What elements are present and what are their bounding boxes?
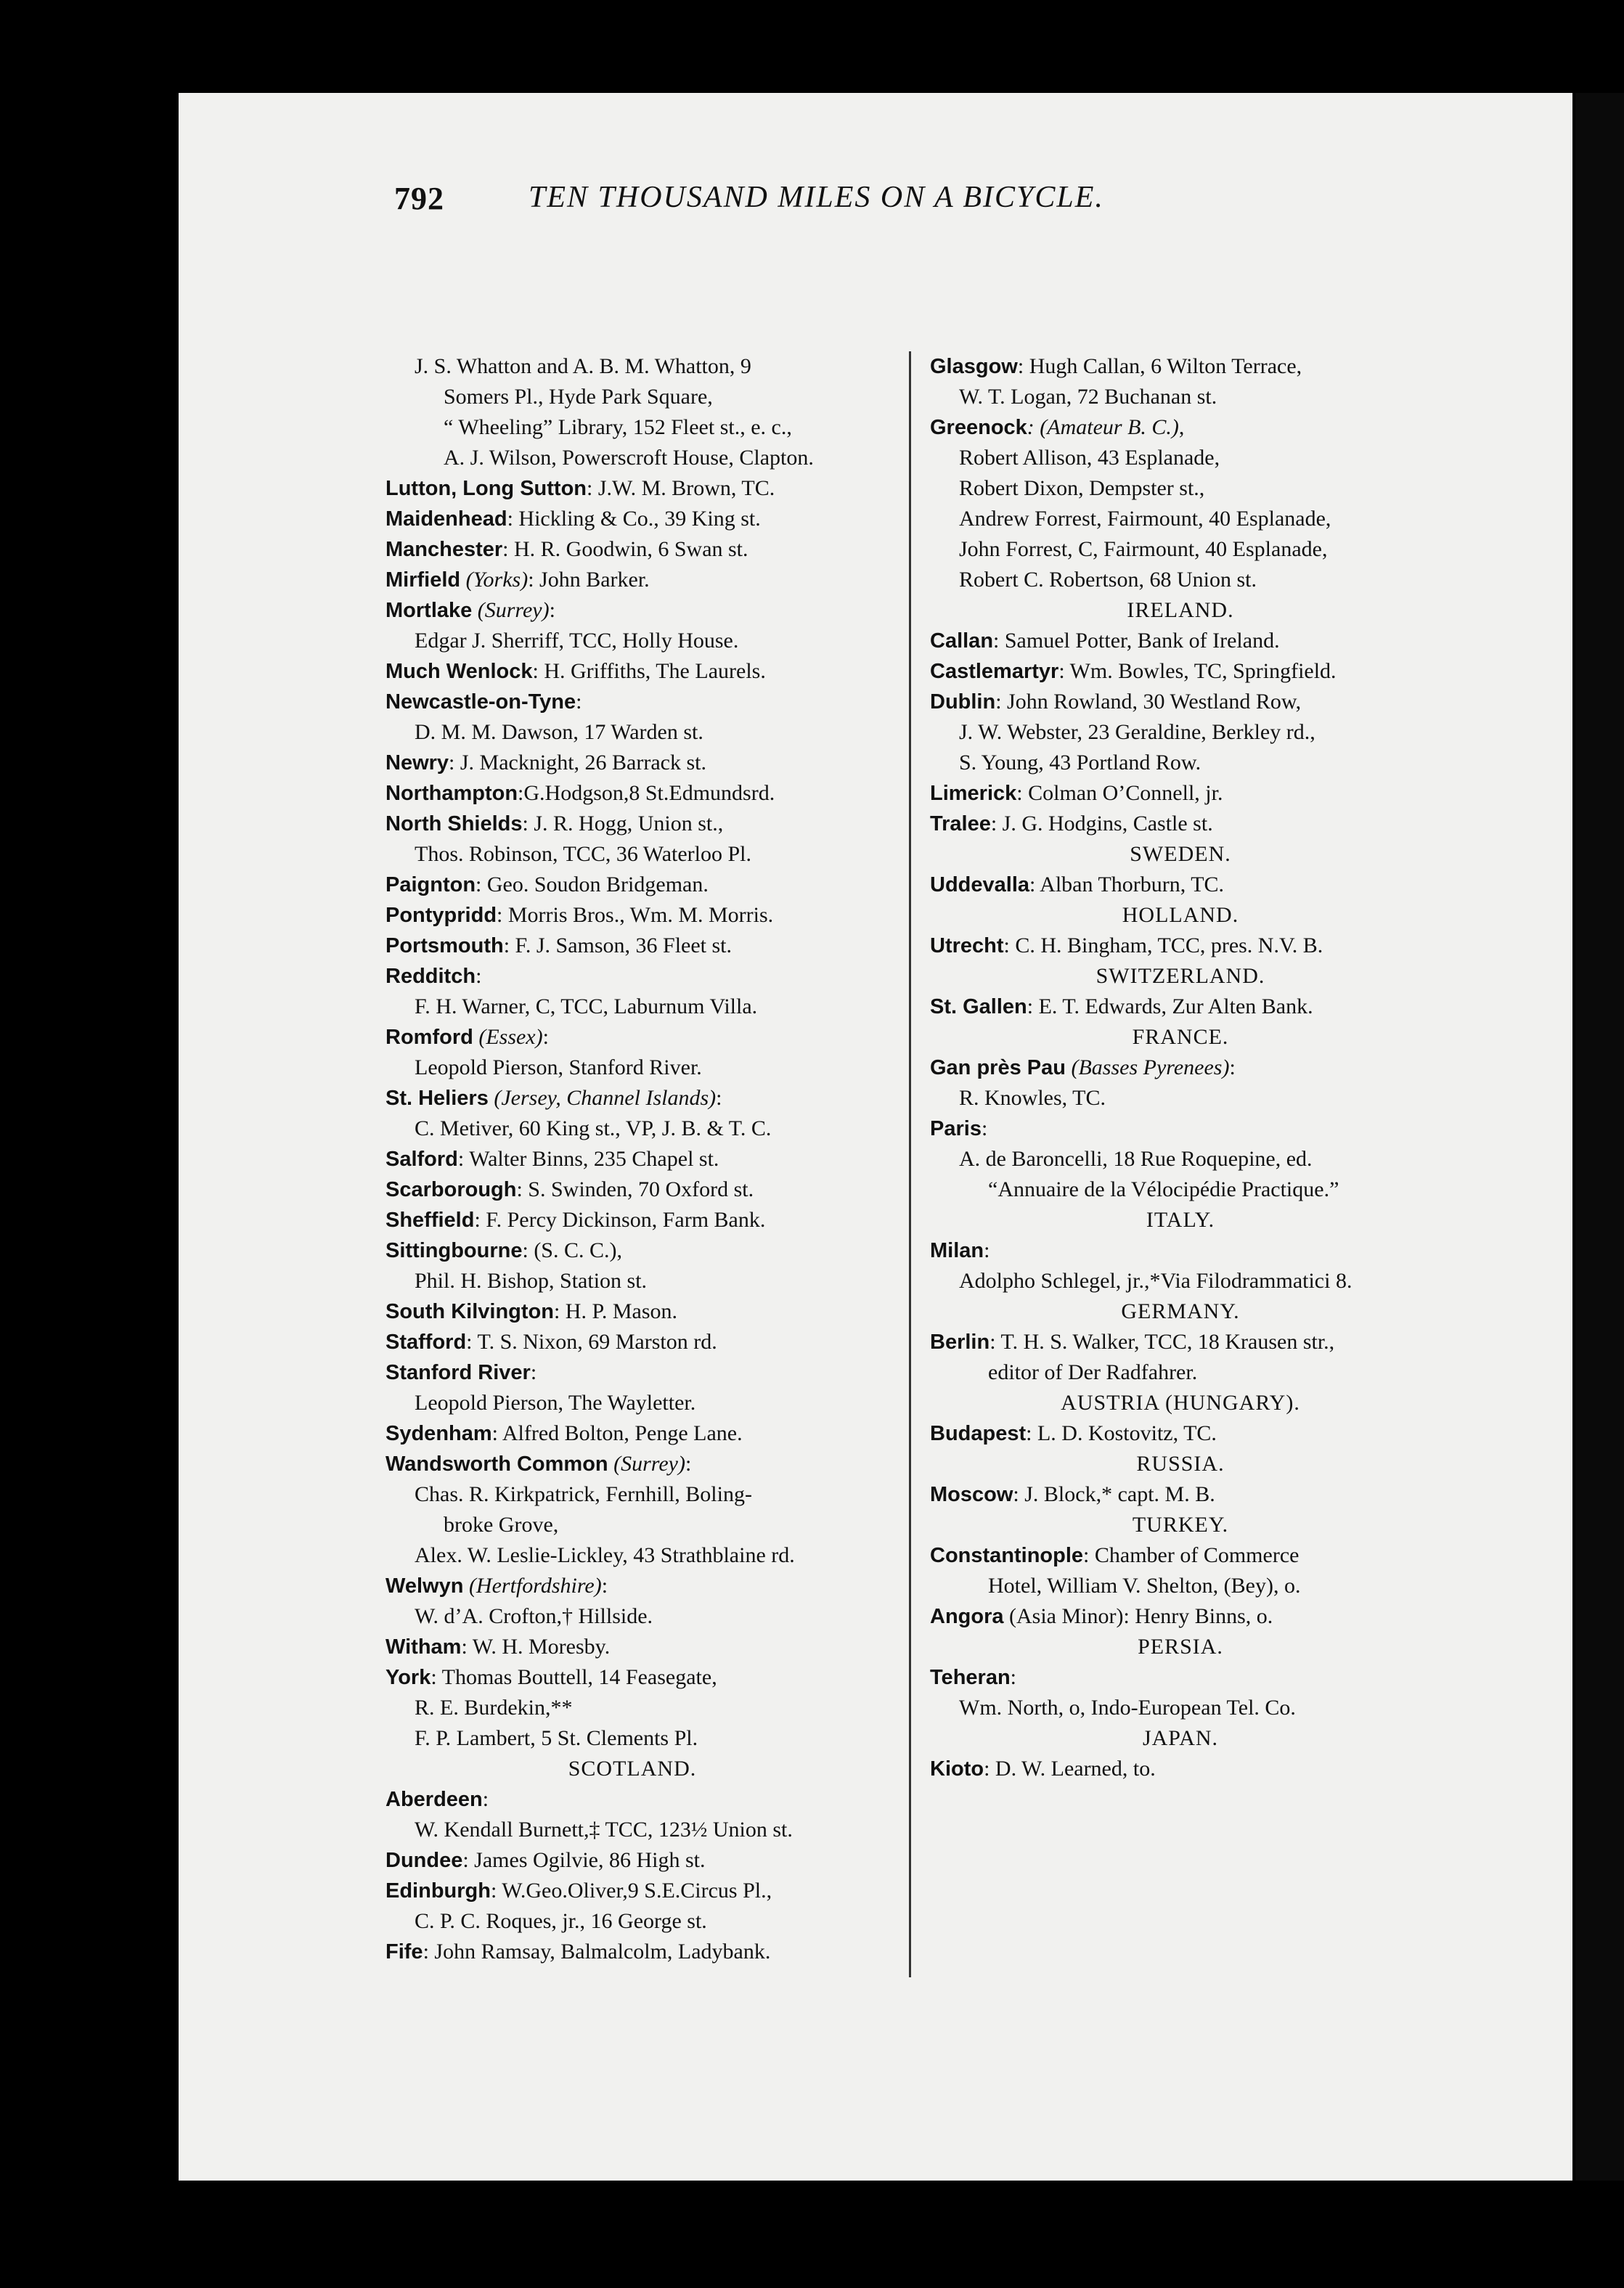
directory-entry <box>385 1723 879 1754</box>
section-heading <box>930 595 1431 626</box>
place-name: Berlin <box>930 1331 990 1354</box>
section-heading <box>930 1723 1431 1754</box>
directory-entry <box>385 1571 879 1601</box>
entry-text: Thos. Robinson, TCC, 36 Waterloo Pl. <box>415 842 752 866</box>
page-number: 792 <box>394 181 444 216</box>
place-name: Dublin <box>930 690 996 714</box>
entry-text: : <box>716 1086 722 1110</box>
section-heading <box>930 1510 1431 1540</box>
entry-text: SCOTLAND. <box>568 1757 697 1781</box>
entry-text: editor of Der Radfahrer. <box>988 1360 1198 1384</box>
entry-text: : J. Macknight, 26 Barrack st. <box>449 751 706 775</box>
entry-text: : <box>601 1574 608 1598</box>
entry-text: D. M. M. Dawson, 17 Warden st. <box>415 720 703 744</box>
entry-text: : Samuel Potter, Bank of Ireland. <box>993 629 1280 653</box>
directory-entry <box>930 626 1431 656</box>
directory-entry <box>385 1876 879 1906</box>
directory-entry <box>930 870 1431 900</box>
place-qualifier: (Surrey) <box>472 598 550 622</box>
entry-text: : W. H. Moresby. <box>461 1635 611 1659</box>
entry-text: W. d’A. Crofton,† Hillside. <box>415 1604 653 1628</box>
directory-entry <box>385 1327 879 1357</box>
entry-text: Robert C. Robertson, 68 Union st. <box>959 568 1257 592</box>
entry-text: A. J. Wilson, Powerscroft House, Clapton. <box>444 446 814 470</box>
place-name: Salford <box>385 1148 458 1171</box>
section-heading <box>930 1449 1431 1479</box>
directory-entry <box>385 1632 879 1662</box>
place-name: Aberdeen <box>385 1788 483 1811</box>
directory-entry <box>385 1510 879 1540</box>
entry-text: FRANCE. <box>1132 1025 1229 1049</box>
place-name: Uddevalla <box>930 873 1029 896</box>
entry-text: R. E. Burdekin,** <box>415 1696 573 1720</box>
directory-entry <box>385 443 879 473</box>
entry-text: : H. P. Mason. <box>553 1299 677 1323</box>
directory-entry <box>930 443 1431 473</box>
directory-entry <box>385 839 879 870</box>
directory-entry <box>385 1144 879 1174</box>
directory-entry <box>385 473 879 504</box>
directory-entry <box>385 1418 879 1449</box>
entry-text: S. Young, 43 Portland Row. <box>959 751 1201 775</box>
place-qualifier: (Jersey, Channel Islands) <box>488 1086 717 1110</box>
entry-text: : <box>1010 1665 1017 1689</box>
entry-text: Somers Pl., Hyde Park Square, <box>444 385 713 409</box>
entry-text: Leopold Pierson, Stanford River. <box>415 1055 702 1079</box>
entry-text: F. H. Warner, C, TCC, Laburnum Villa. <box>415 994 758 1018</box>
entry-text: : H. R. Goodwin, 6 Swan st. <box>502 537 748 561</box>
place-name: Paignton <box>385 873 476 896</box>
entry-text: : <box>542 1025 549 1049</box>
place-name: Maidenhead <box>385 507 507 531</box>
entry-text: TURKEY. <box>1132 1513 1229 1537</box>
place-name: Sittingbourne <box>385 1239 523 1262</box>
directory-entry <box>930 1357 1431 1388</box>
entry-text: Adolpho Schlegel, jr.,*Via Filodrammatici 8. <box>959 1269 1352 1293</box>
directory-entry <box>930 1418 1431 1449</box>
section-heading <box>385 1754 879 1784</box>
entry-text: : Walter Binns, 235 Chapel st. <box>457 1147 719 1171</box>
entry-text: broke Grove, <box>444 1513 559 1537</box>
directory-entry <box>930 504 1431 534</box>
directory-entry <box>930 1693 1431 1723</box>
place-name: Gan près Pau <box>930 1056 1066 1079</box>
directory-entry <box>385 1601 879 1632</box>
column-divider <box>909 351 911 1977</box>
entry-text: Alex. W. Leslie-Lickley, 43 Strathblaine rd. <box>415 1543 795 1567</box>
directory-entry <box>385 992 879 1022</box>
entry-text: : C. H. Bingham, TCC, pres. N.V. B. <box>1003 933 1323 957</box>
place-name: Mortlake <box>385 599 473 622</box>
place-name: York <box>385 1666 431 1689</box>
entry-text: : S. Swinden, 70 Oxford st. <box>516 1177 754 1201</box>
entry-text: : John Rowland, 30 Westland Row, <box>995 690 1302 714</box>
entry-text: : F. J. Samson, 36 Fleet st. <box>503 933 733 957</box>
place-name: Budapest <box>930 1422 1027 1445</box>
place-name: Greenock <box>930 416 1027 439</box>
place-qualifier: (Essex) <box>473 1025 543 1049</box>
entry-text: : Wm. Bowles, TC, Springfield. <box>1058 659 1337 683</box>
entry-text: : (S. C. C.), <box>522 1238 623 1262</box>
directory-entry <box>385 931 879 961</box>
directory-entry <box>930 1053 1431 1083</box>
place-name: Redditch <box>385 965 476 988</box>
directory-entry <box>385 1296 879 1327</box>
entry-text: : J. Block,* capt. M. B. <box>1013 1482 1215 1506</box>
directory-entry <box>930 565 1431 595</box>
directory-entry <box>930 412 1431 443</box>
place-name: Scarborough <box>385 1178 517 1201</box>
directory-entry <box>385 1784 879 1815</box>
place-name: Wandsworth Common <box>385 1453 608 1476</box>
directory-entry <box>385 1815 879 1845</box>
place-name: Limerick <box>930 782 1017 805</box>
directory-entry <box>385 504 879 534</box>
directory-entry <box>930 931 1431 961</box>
directory-entry <box>385 412 879 443</box>
directory-entry <box>385 870 879 900</box>
page-edge <box>1575 93 1624 2181</box>
left-column <box>385 351 879 1967</box>
directory-entry <box>930 1479 1431 1510</box>
place-name: Stafford <box>385 1331 467 1354</box>
entry-text: : Geo. Soudon Bridgeman. <box>476 873 709 896</box>
directory-entry <box>385 961 879 992</box>
entry-text: Edgar J. Sherriff, TCC, Holly House. <box>415 629 739 653</box>
entry-text: GERMANY. <box>1121 1299 1240 1323</box>
directory-entry <box>930 1601 1431 1632</box>
directory-entry <box>930 809 1431 839</box>
place-name: Fife <box>385 1940 423 1964</box>
place-name: Stanford River <box>385 1361 531 1384</box>
place-qualifier: (Surrey) <box>608 1452 685 1476</box>
entry-text: : J. G. Hodgins, Castle st. <box>990 812 1213 835</box>
entry-text: : John Ramsay, Balmalcolm, Ladybank. <box>423 1940 771 1964</box>
directory-entry <box>385 717 879 748</box>
directory-entry <box>385 656 879 687</box>
directory-entry <box>385 1083 879 1114</box>
entry-text: : E. T. Edwards, Zur Alten Bank. <box>1027 994 1313 1018</box>
place-qualifier: (Yorks) <box>460 568 529 592</box>
place-name: Northampton <box>385 782 518 805</box>
entry-text: : <box>685 1452 692 1476</box>
directory-entry <box>930 717 1431 748</box>
directory-entry <box>385 1388 879 1418</box>
entry-text: HOLLAND. <box>1122 903 1239 927</box>
directory-entry <box>930 748 1431 778</box>
entry-text: : Alfred Bolton, Penge Lane. <box>491 1421 743 1445</box>
directory-entry <box>385 351 879 382</box>
entry-text: : <box>984 1238 990 1262</box>
entry-text: ITALY. <box>1146 1208 1215 1232</box>
entry-text: “ Wheeling” Library, 152 Fleet st., e. c., <box>444 415 792 439</box>
entry-text: IRELAND. <box>1127 598 1234 622</box>
entry-text: : Hugh Callan, 6 Wilton Terrace, <box>1017 354 1302 378</box>
entry-text: : <box>981 1116 988 1140</box>
directory-entry <box>385 1449 879 1479</box>
entry-text: Robert Dixon, Dempster st., <box>959 476 1205 500</box>
directory-entry <box>385 1357 879 1388</box>
directory-entry <box>385 534 879 565</box>
section-heading <box>930 900 1431 931</box>
entry-text: : J.W. M. Brown, TC. <box>587 476 775 500</box>
entry-text: C. Metiver, 60 King st., VP, J. B. & T. C. <box>415 1116 772 1140</box>
entry-text: : W.Geo.Oliver,9 S.E.Circus Pl., <box>490 1879 772 1903</box>
entry-text: : D. W. Learned, to. <box>984 1757 1156 1781</box>
directory-entry <box>385 565 879 595</box>
entry-text: A. de Baroncelli, 18 Rue Roquepine, ed. <box>959 1147 1313 1171</box>
directory-entry <box>930 1114 1431 1144</box>
directory-entry <box>385 687 879 717</box>
directory-entry <box>385 1174 879 1205</box>
directory-entry <box>930 1662 1431 1693</box>
entry-text: : T. S. Nixon, 69 Marston rd. <box>466 1330 717 1354</box>
entry-text: Hotel, William V. Shelton, (Bey), o. <box>988 1574 1301 1598</box>
place-qualifier: : (Amateur B. C.) <box>1027 415 1179 439</box>
directory-entry <box>930 534 1431 565</box>
entry-text: : Alban Thorburn, TC. <box>1029 873 1225 896</box>
entry-text: : <box>549 598 555 622</box>
entry-text: (Asia Minor): Henry Binns, o. <box>1003 1604 1273 1628</box>
directory-entry <box>930 656 1431 687</box>
entry-text: Phil. H. Bishop, Station st. <box>415 1269 648 1293</box>
directory-entry <box>930 1754 1431 1784</box>
directory-entry <box>930 473 1431 504</box>
directory-entry <box>930 1540 1431 1571</box>
section-heading <box>930 1296 1431 1327</box>
place-name: Callan <box>930 629 994 653</box>
entry-text: : <box>1229 1055 1236 1079</box>
directory-entry <box>385 1205 879 1235</box>
place-name: Paris <box>930 1117 982 1140</box>
entry-text: Robert Allison, 43 Esplanade, <box>959 446 1220 470</box>
entry-text: JAPAN. <box>1142 1726 1219 1750</box>
right-column <box>930 351 1431 1784</box>
directory-entry <box>930 1083 1431 1114</box>
place-name: Milan <box>930 1239 984 1262</box>
entry-text: John Forrest, C, Fairmount, 40 Esplanade, <box>959 537 1328 561</box>
entry-text: : John Barker. <box>528 568 650 592</box>
directory-entry <box>930 1571 1431 1601</box>
section-heading <box>930 839 1431 870</box>
place-name: Angora <box>930 1605 1004 1628</box>
directory-entry <box>930 1235 1431 1266</box>
entry-text: Leopold Pierson, The Wayletter. <box>415 1391 696 1415</box>
place-name: Glasgow <box>930 355 1018 378</box>
directory-entry <box>385 626 879 656</box>
place-name: Dundee <box>385 1849 463 1872</box>
entry-text: J. S. Whatton and A. B. M. Whatton, 9 <box>415 354 751 378</box>
directory-entry <box>385 748 879 778</box>
entry-text: : J. R. Hogg, Union st., <box>522 812 724 835</box>
place-name: Portsmouth <box>385 934 504 957</box>
directory-entry <box>385 1022 879 1053</box>
place-name: Sydenham <box>385 1422 492 1445</box>
entry-text: : Colman O’Connell, jr. <box>1016 781 1223 805</box>
section-heading <box>930 1205 1431 1235</box>
entry-text: PERSIA. <box>1138 1635 1223 1659</box>
place-name: Mirfield <box>385 568 461 592</box>
entry-text: SWEDEN. <box>1130 842 1231 866</box>
entry-text: : L. D. Kostovitz, TC. <box>1026 1421 1217 1445</box>
directory-entry <box>385 1540 879 1571</box>
entry-text: : <box>482 1787 489 1811</box>
section-heading <box>930 1632 1431 1662</box>
place-name: Newcastle-on-Tyne <box>385 690 576 714</box>
place-name: North Shields <box>385 812 523 835</box>
entry-text: : H. Griffiths, The Laurels. <box>532 659 766 683</box>
place-name: Manchester <box>385 538 503 561</box>
directory-entry <box>930 1327 1431 1357</box>
entry-text: SWITZERLAND. <box>1095 964 1265 988</box>
place-name: Teheran <box>930 1666 1011 1689</box>
entry-text: : Morris Bros., Wm. M. Morris. <box>497 903 774 927</box>
directory-entry <box>930 1174 1431 1205</box>
directory-entry <box>385 1053 879 1083</box>
entry-text: C. P. C. Roques, jr., 16 George st. <box>415 1909 707 1933</box>
directory-entry <box>385 1479 879 1510</box>
directory-entry <box>930 687 1431 717</box>
place-name: Edinburgh <box>385 1879 491 1903</box>
entry-text: Chas. R. Kirkpatrick, Fernhill, Boling- <box>415 1482 752 1506</box>
entry-text: : James Ogilvie, 86 High st. <box>462 1848 706 1872</box>
entry-text: RUSSIA. <box>1136 1452 1225 1476</box>
directory-entry <box>930 1266 1431 1296</box>
entry-text: : <box>530 1360 537 1384</box>
entry-text: : <box>576 690 582 714</box>
directory-entry <box>930 992 1431 1022</box>
directory-entry <box>385 1906 879 1937</box>
place-name: Constantinople <box>930 1544 1084 1567</box>
entry-text: W. Kendall Burnett,‡ TCC, 123½ Union st. <box>415 1818 793 1842</box>
place-name: South Kilvington <box>385 1300 554 1323</box>
directory-entry <box>385 1937 879 1967</box>
entry-text: W. T. Logan, 72 Buchanan st. <box>959 385 1217 409</box>
place-name: Sheffield <box>385 1209 475 1232</box>
place-name: Castlemartyr <box>930 660 1059 683</box>
entry-text: J. W. Webster, 23 Geraldine, Berkley rd., <box>959 720 1315 744</box>
entry-text: : T. H. S. Walker, TCC, 18 Krausen str., <box>990 1330 1335 1354</box>
place-name: Utrecht <box>930 934 1004 957</box>
directory-entry <box>930 1144 1431 1174</box>
running-header <box>394 180 1338 224</box>
place-name: Lutton, Long Sutton <box>385 477 587 500</box>
place-name: Newry <box>385 751 449 775</box>
place-name: Moscow <box>930 1483 1013 1506</box>
entry-text: : F. Percy Dickinson, Farm Bank. <box>474 1208 766 1232</box>
entry-text: , <box>1178 415 1185 439</box>
section-heading <box>930 961 1431 992</box>
directory-entry <box>385 809 879 839</box>
place-name: St. Heliers <box>385 1087 489 1110</box>
place-name: Romford <box>385 1026 473 1049</box>
entry-text: : Hickling & Co., 39 King st. <box>507 507 761 531</box>
entry-text: : Chamber of Commerce <box>1083 1543 1299 1567</box>
place-qualifier: (Basses Pyrenees) <box>1065 1055 1230 1079</box>
entry-text: Wm. North, o, Indo-European Tel. Co. <box>959 1696 1296 1720</box>
directory-entry <box>930 351 1431 382</box>
directory-entry <box>385 382 879 412</box>
place-name: Kioto <box>930 1757 984 1781</box>
entry-text: : Thomas Bouttell, 14 Feasegate, <box>431 1665 717 1689</box>
running-title: TEN THOUSAND MILES ON A BICYCLE. <box>529 181 1104 214</box>
place-name: Witham <box>385 1635 462 1659</box>
directory-entry <box>930 382 1431 412</box>
directory-entry <box>385 1845 879 1876</box>
directory-entry <box>385 1693 879 1723</box>
directory-entry <box>385 595 879 626</box>
entry-text: Andrew Forrest, Fairmount, 40 Esplanade, <box>959 507 1331 531</box>
directory-entry <box>385 1266 879 1296</box>
place-qualifier: (Hertfordshire) <box>463 1574 602 1598</box>
entry-text: :G.Hodgson,8 St.Edmundsrd. <box>518 781 775 805</box>
entry-text: F. P. Lambert, 5 St. Clements Pl. <box>415 1726 698 1750</box>
directory-entry <box>385 1235 879 1266</box>
entry-text: “Annuaire de la Vélocipédie Practique.” <box>988 1177 1339 1201</box>
directory-entry <box>385 1662 879 1693</box>
directory-entry <box>385 1114 879 1144</box>
entry-text: : <box>476 964 482 988</box>
place-name: Tralee <box>930 812 991 835</box>
section-heading <box>930 1388 1431 1418</box>
entry-text: R. Knowles, TC. <box>959 1086 1106 1110</box>
place-name: Pontypridd <box>385 904 497 927</box>
directory-entry <box>930 778 1431 809</box>
entry-text: AUSTRIA (HUNGARY). <box>1061 1391 1300 1415</box>
directory-entry <box>385 900 879 931</box>
place-name: Much Wenlock <box>385 660 533 683</box>
directory-entry <box>385 778 879 809</box>
place-name: St. Gallen <box>930 995 1027 1018</box>
place-name: Welwyn <box>385 1574 464 1598</box>
section-heading <box>930 1022 1431 1053</box>
